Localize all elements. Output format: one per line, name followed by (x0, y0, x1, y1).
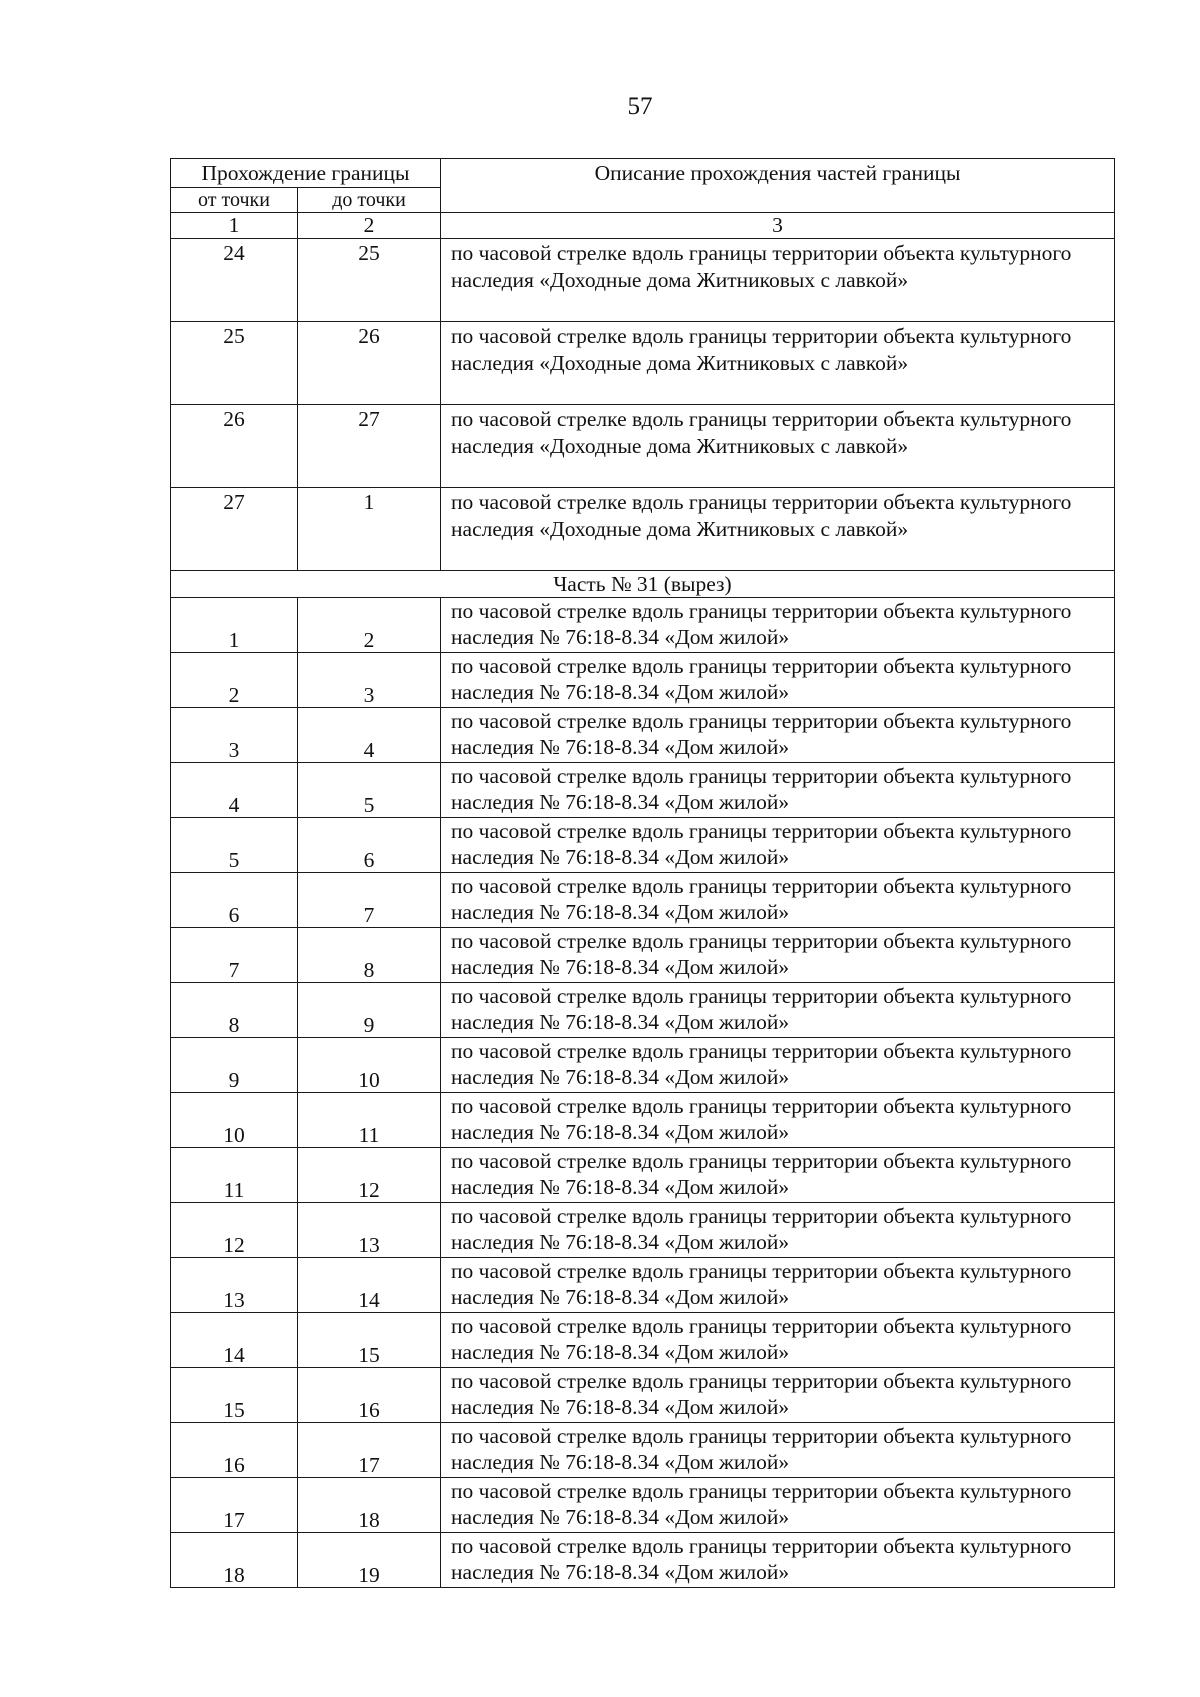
table-row (171, 1203, 1115, 1258)
description-cell: по часовой стрелке вдоль границы территории объекта культурного наследия «Доходные дома Житниковых с лавкой» (441, 488, 1115, 571)
to-point-cell: 7 (298, 873, 441, 928)
from-point-cell: 24 (171, 239, 298, 322)
table-row (171, 928, 1115, 983)
table-row (171, 488, 1115, 571)
table-row (171, 763, 1115, 818)
section-row (171, 571, 1115, 598)
from-point-cell: 12 (171, 1203, 298, 1258)
description-cell: по часовой стрелке вдоль границы территории объекта культурного наследия № 76:18-8.34 «Дом жилой» (441, 1313, 1115, 1368)
description-cell: по часовой стрелке вдоль границы территории объекта культурного наследия № 76:18-8.34 «Дом жилой» (441, 1423, 1115, 1478)
page-number: 57 (627, 93, 653, 120)
from-point-cell: 9 (171, 1038, 298, 1093)
table-row (171, 1478, 1115, 1533)
section-title: Часть № 31 (вырез) (171, 571, 1115, 598)
to-point-cell: 2 (298, 598, 441, 653)
table-row (171, 1368, 1115, 1423)
description-cell: по часовой стрелке вдоль границы территории объекта культурного наследия «Доходные дома Житниковых с лавкой» (441, 239, 1115, 322)
description-cell: по часовой стрелке вдоль границы территории объекта культурного наследия «Доходные дома Житниковых с лавкой» (441, 322, 1115, 405)
to-point-cell: 13 (298, 1203, 441, 1258)
to-point-cell: 19 (298, 1533, 441, 1588)
section-block (171, 571, 1115, 598)
description-cell: по часовой стрелке вдоль границы территории объекта культурного наследия «Доходные дома Житниковых с лавкой» (441, 405, 1115, 488)
from-point-cell: 15 (171, 1368, 298, 1423)
from-point-cell: 7 (171, 928, 298, 983)
from-point-cell: 16 (171, 1423, 298, 1478)
description-cell: по часовой стрелке вдоль границы территории объекта культурного наследия № 76:18-8.34 «Дом жилой» (441, 1093, 1115, 1148)
rows-part-b (171, 598, 1115, 1588)
table-row (171, 239, 1115, 322)
from-point-cell: 4 (171, 763, 298, 818)
description-cell: по часовой стрелке вдоль границы территории объекта культурного наследия № 76:18-8.34 «Дом жилой» (441, 1368, 1115, 1423)
table-row (171, 405, 1115, 488)
to-point-cell: 10 (298, 1038, 441, 1093)
to-point-cell: 8 (298, 928, 441, 983)
description-cell: по часовой стрелке вдоль границы территории объекта культурного наследия № 76:18-8.34 «Дом жилой» (441, 1203, 1115, 1258)
from-point-cell: 5 (171, 818, 298, 873)
to-point-cell: 4 (298, 708, 441, 763)
description-cell: по часовой стрелке вдоль границы территории объекта культурного наследия № 76:18-8.34 «Дом жилой» (441, 1478, 1115, 1533)
table-row (171, 1093, 1115, 1148)
to-point-header: до точки (298, 188, 441, 213)
description-cell: по часовой стрелке вдоль границы территории объекта культурного наследия № 76:18-8.34 «Дом жилой» (441, 983, 1115, 1038)
from-point-cell: 2 (171, 653, 298, 708)
to-point-cell: 1 (298, 488, 441, 571)
passage-header: Прохождение границы (171, 159, 441, 188)
from-point-cell: 26 (171, 405, 298, 488)
table-row (171, 1423, 1115, 1478)
table-row (171, 1533, 1115, 1588)
to-point-cell: 25 (298, 239, 441, 322)
table-row (171, 1258, 1115, 1313)
table-row (171, 653, 1115, 708)
description-cell: по часовой стрелке вдоль границы территории объекта культурного наследия № 76:18-8.34 «Дом жилой» (441, 1148, 1115, 1203)
description-cell: по часовой стрелке вдоль границы территории объекта культурного наследия № 76:18-8.34 «Дом жилой» (441, 1258, 1115, 1313)
from-point-cell: 1 (171, 598, 298, 653)
from-point-cell: 14 (171, 1313, 298, 1368)
to-point-cell: 26 (298, 322, 441, 405)
from-point-cell: 8 (171, 983, 298, 1038)
to-point-cell: 5 (298, 763, 441, 818)
column-number: 1 (171, 213, 298, 239)
from-point-cell: 3 (171, 708, 298, 763)
description-cell: по часовой стрелке вдоль границы территории объекта культурного наследия № 76:18-8.34 «Дом жилой» (441, 1533, 1115, 1588)
to-point-cell: 15 (298, 1313, 441, 1368)
description-cell: по часовой стрелке вдоль границы территории объекта культурного наследия № 76:18-8.34 «Дом жилой» (441, 928, 1115, 983)
table-row (171, 1313, 1115, 1368)
to-point-cell: 17 (298, 1423, 441, 1478)
description-header: Описание прохождения частей границы (441, 159, 1115, 213)
table-row (171, 1038, 1115, 1093)
boundary-table (170, 158, 1115, 1588)
from-point-cell: 10 (171, 1093, 298, 1148)
from-point-cell: 13 (171, 1258, 298, 1313)
table-row (171, 873, 1115, 928)
header-row (171, 159, 1115, 188)
to-point-cell: 9 (298, 983, 441, 1038)
from-point-cell: 17 (171, 1478, 298, 1533)
description-cell: по часовой стрелке вдоль границы территории объекта культурного наследия № 76:18-8.34 «Дом жилой» (441, 598, 1115, 653)
from-point-cell: 18 (171, 1533, 298, 1588)
description-cell: по часовой стрелке вдоль границы территории объекта культурного наследия № 76:18-8.34 «Дом жилой» (441, 708, 1115, 763)
description-cell: по часовой стрелке вдоль границы территории объекта культурного наследия № 76:18-8.34 «Дом жилой» (441, 873, 1115, 928)
description-cell: по часовой стрелке вдоль границы территории объекта культурного наследия № 76:18-8.34 «Дом жилой» (441, 1038, 1115, 1093)
to-point-cell: 18 (298, 1478, 441, 1533)
from-point-cell: 25 (171, 322, 298, 405)
from-point-cell: 27 (171, 488, 298, 571)
to-point-cell: 3 (298, 653, 441, 708)
table-row (171, 818, 1115, 873)
table-row (171, 708, 1115, 763)
column-number: 3 (441, 213, 1115, 239)
from-point-cell: 11 (171, 1148, 298, 1203)
table-row (171, 983, 1115, 1038)
rows-part-a (171, 239, 1115, 571)
to-point-cell: 6 (298, 818, 441, 873)
to-point-cell: 12 (298, 1148, 441, 1203)
table-row (171, 598, 1115, 653)
from-point-header: от точки (171, 188, 298, 213)
table-row (171, 1148, 1115, 1203)
to-point-cell: 27 (298, 405, 441, 488)
from-point-cell: 6 (171, 873, 298, 928)
description-cell: по часовой стрелке вдоль границы территории объекта культурного наследия № 76:18-8.34 «Дом жилой» (441, 653, 1115, 708)
table-header (171, 159, 1115, 239)
column-number-row (171, 213, 1115, 239)
to-point-cell: 16 (298, 1368, 441, 1423)
description-cell: по часовой стрелке вдоль границы территории объекта культурного наследия № 76:18-8.34 «Дом жилой» (441, 763, 1115, 818)
to-point-cell: 11 (298, 1093, 441, 1148)
column-number: 2 (298, 213, 441, 239)
description-cell: по часовой стрелке вдоль границы территории объекта культурного наследия № 76:18-8.34 «Дом жилой» (441, 818, 1115, 873)
table-row (171, 322, 1115, 405)
to-point-cell: 14 (298, 1258, 441, 1313)
